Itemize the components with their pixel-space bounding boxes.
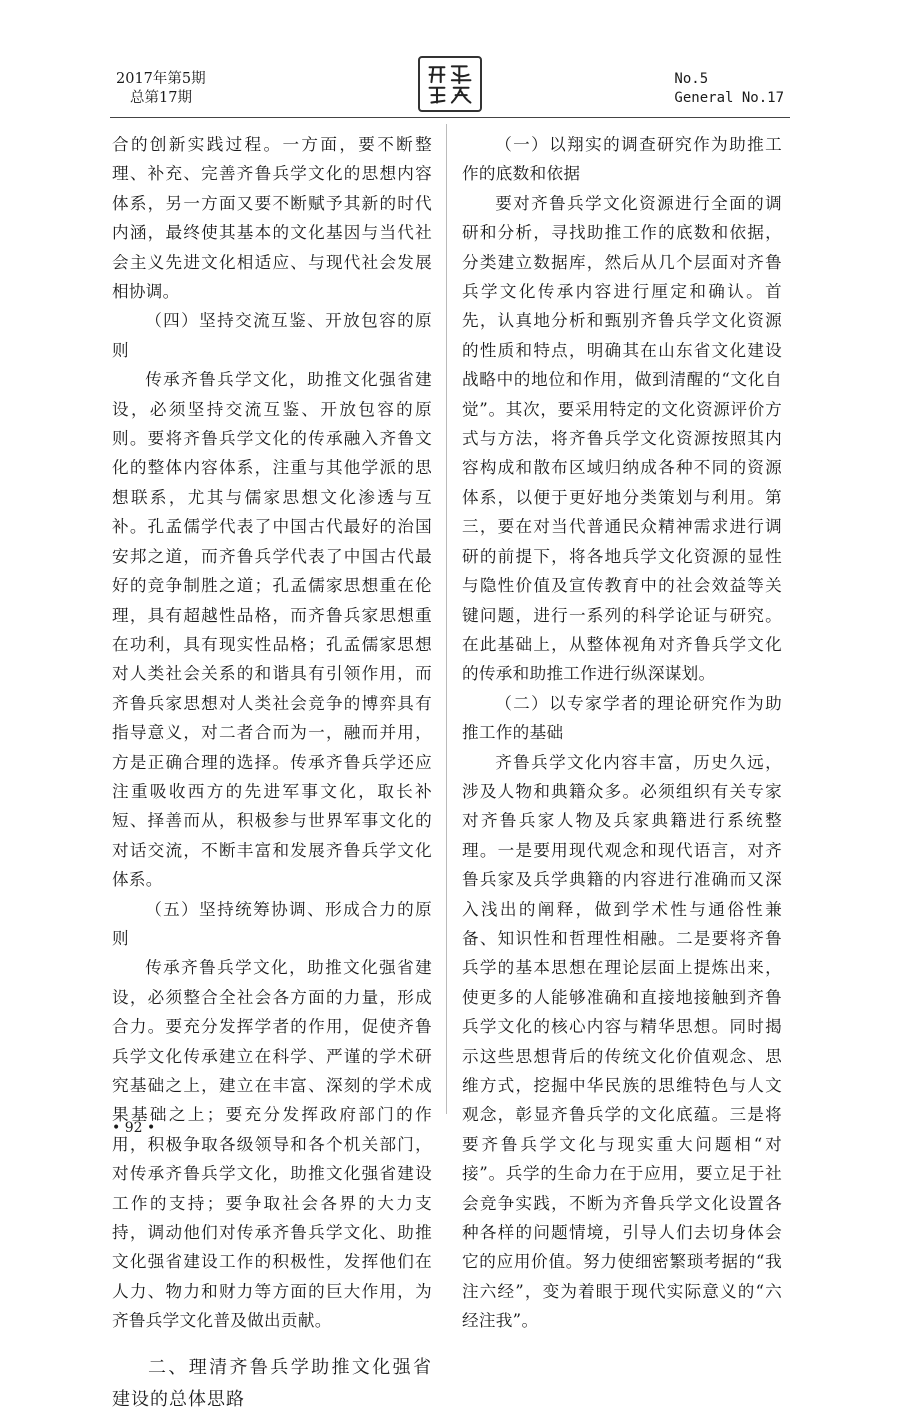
paragraph: 传承齐鲁兵学文化，助推文化强省建设，必须坚持交流互鉴、开放包容的原则。要将齐鲁兵学文化的传承融入齐鲁文化的整体内容体系，注重与其他学派的思想联系，尤其与儒家思想文化渗透与互补。孔孟儒学代表了中国古代最好的治国安邦之道，而齐鲁兵学代表了中国古代最好的竞争制胜之道；孔孟儒家思想重在伦理，具有超越性品格，而齐鲁兵家思想重在功利，具有现实性品格；孔孟儒家思想对人类社会关系的和谐具有引领作用，而齐鲁兵家思想对人类社会竞争的博弈具有指导意义，对二者合而为一，融而并用，方是正确合理的选择。传承齐鲁兵学还应注重吸收西方的先进军事文化，取长补短、择善而从，积极参与世界军事文化的对话交流，不断丰富和发展齐鲁兵学文化体系。 xyxy=(112,370,432,890)
issue-general-no: General No.17 xyxy=(674,90,784,106)
paragraph: 传承齐鲁兵学文化，助推文化强省建设，必须整合全社会各方面的力量，形成合力。要充分发挥学者的作用，促使齐鲁兵学文化传承建立在科学、严谨的学术研究基础之上，建立在丰富、深刻的学术成果基础之上；要充分发挥政府部门的作用，积极争取各级领导和各个机关部门，对传承齐鲁兵学文化，助推文化强省建设工作的支持；要争取社会各界的大力支持，调动他们对传承齐鲁兵学文化、助推文化强省建设工作的积极性，发挥他们在人力、物力和财力等方面的巨大作用，为齐鲁兵学文化普及做出贡献。 xyxy=(112,958,432,1331)
column-divider xyxy=(446,124,447,1114)
section-heading: 二、理清齐鲁兵学助推文化强省建设的总体思路 xyxy=(112,1356,432,1410)
paragraph: 齐鲁兵学文化内容丰富，历史久远，涉及人物和典籍众多。必须组织有关专家对齐鲁兵家人物及兵家典籍进行系统整理。一是要用现代观念和现代语言，对齐鲁兵家及兵学典籍的内容进行准确而又深入浅出的阐释，做到学术性与通俗性兼备、知识性和哲理性相融。二是要将齐鲁兵学的基本思想在理论层面上提炼出来，使更多的人能够准确和直接地接触到齐鲁兵学文化的核心内容与精华思想。同时揭示这些思想背后的传统文化价值观念、思维方式，挖掘中华民族的思维特色与人文观念，彰显齐鲁兵学的文化底蕴。三是将要齐鲁兵学文化与现实重大问题相“对接”。兵学的生命力在于应用，要立足于社会竞争实践，不断为齐鲁兵学文化设置各种各样的问题情境，引导人们去切身体会它的应用价值。努力使细密繁琐考据的“我注六经”，变为着眼于现代实际意义的“六经注我”。 xyxy=(462,752,782,1331)
issue-info-right xyxy=(674,70,784,108)
journal-seal-icon xyxy=(418,56,482,112)
paragraph: 合的创新实践过程。一方面，要不断整理、补充、完善齐鲁兵学文化的思想内容体系，另一方面又要不断赋予其新的时代内涵，最终使其基本的文化基因与当代社会主义先进文化相适应、与现代社会发展相协调。 xyxy=(112,135,432,302)
issue-no: No.5 xyxy=(674,71,709,87)
paragraph: 要对齐鲁兵学文化资源进行全面的调研和分析，寻找助推工作的底数和依据，分类建立数据库，然后从几个层面对齐鲁兵学文化传承内容进行厘定和确认。首先，认真地分析和甄别齐鲁兵学文化资源的性质和特点，明确其在山东省文化建设战略中的地位和作用，做到清醒的“文化自觉”。其次，要采用特定的文化资源评价方式与方法，将齐鲁兵学文化资源按照其内容构成和散布区域归纳成各种不同的资源体系，以便于更好地分类策划与利用。第三，要在对当代普通民众精神需求进行调研的前提下，将各地兵学文化资源的显性与隐性价值及宣传教育中的社会效益等关键问题，进行一系列的科学论证与研究。在此基础上，从整体视角对齐鲁兵学文化的传承和助推工作进行纵深谋划。 xyxy=(462,193,782,684)
left-column xyxy=(112,130,432,1416)
header-divider xyxy=(110,117,790,118)
issue-year-number: 2017年第5期 xyxy=(116,71,206,87)
issue-total-number: 总第17期 xyxy=(130,90,192,106)
page-number: • 92 • xyxy=(112,1120,156,1136)
section-subheading: （二）以专家学者的理论研究作为助推工作的基础 xyxy=(462,693,782,743)
section-subheading: （一）以翔实的调查研究作为助推工作的底数和依据 xyxy=(462,135,782,184)
right-column xyxy=(462,130,782,1336)
section-subheading: （五）坚持统筹协调、形成合力的原则 xyxy=(112,899,432,948)
section-subheading: （四）坚持交流互鉴、开放包容的原则 xyxy=(112,311,432,360)
issue-info-left xyxy=(116,70,316,108)
